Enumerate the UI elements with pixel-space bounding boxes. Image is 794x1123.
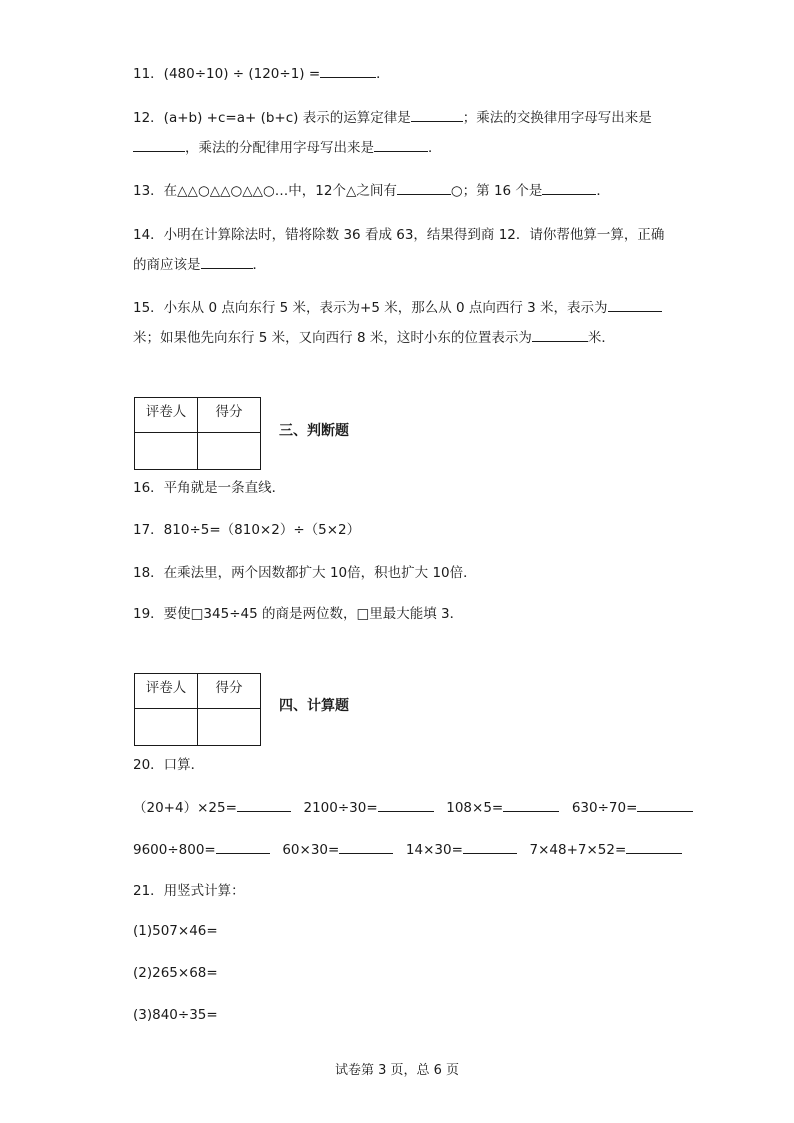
mental-math-row-1: （20+4）×25= 2100÷30= 108×5= 630÷70= [133, 798, 693, 818]
score-cell[interactable] [198, 709, 261, 746]
question-18: 18．在乘法里，两个因数都扩大 10倍，积也扩大 10倍． [133, 565, 477, 581]
grader-cell[interactable] [135, 433, 198, 470]
question-17: 17．810÷5=（810×2）÷（5×2） [133, 522, 361, 538]
answer-blank[interactable] [374, 138, 428, 152]
question-12-line-2: ，乘法的分配律用字母写出来是 ． [133, 138, 442, 158]
question-21-label: 21．用竖式计算： [133, 883, 245, 899]
grader-cell[interactable] [135, 709, 198, 746]
answer-blank[interactable] [542, 181, 596, 195]
answer-blank[interactable] [411, 108, 463, 122]
question-12-line-1: 12．(a+b) +c=a+ (b+c) 表示的运算定律是 ；乘法的交换律用字母写出来是 [133, 110, 652, 126]
question-14-line-2: 的商应该是 ． [133, 257, 266, 273]
score-table-section-4 [134, 673, 261, 746]
question-13: 13．在△△○△△○△△○…中，12个△之间有 ○；第 16 个是 ． [133, 183, 610, 199]
answer-blank[interactable] [201, 255, 253, 269]
mental-math-row-2: 9600÷800= 60×30= 14×30= 7×48+7×52= [133, 840, 682, 860]
grader-header: 评卷人 [135, 674, 198, 709]
answer-blank[interactable] [463, 840, 517, 854]
answer-blank[interactable] [503, 798, 559, 812]
score-cell[interactable] [198, 433, 261, 470]
answer-blank[interactable] [626, 840, 682, 854]
question-20-label: 20．口算． [133, 757, 205, 773]
question-11-text: 11．(480÷10) ÷ (120÷1) = [133, 66, 321, 82]
question-16: 16．平角就是一条直线． [133, 480, 286, 496]
question-15-line-1: 15．小东从 0 点向东行 5 米，表示为+5 米，那么从 0 点向西行 3 米，表示为 [133, 298, 662, 318]
page-footer: 试卷第 3 页，总 6 页 [334, 1063, 460, 1078]
answer-blank[interactable] [237, 798, 291, 812]
answer-blank[interactable] [397, 181, 451, 195]
question-19: 19．要使□345÷45 的商是两位数，□里最大能填 3． [133, 606, 464, 622]
answer-blank[interactable] [608, 298, 662, 312]
question-21-item-2: (2)265×68= [133, 965, 218, 981]
score-header: 得分 [198, 674, 261, 709]
score-header: 得分 [198, 398, 261, 433]
answer-blank[interactable] [532, 328, 588, 342]
answer-blank[interactable] [320, 64, 376, 78]
section-4-title: 四、计算题 [279, 698, 349, 714]
answer-blank[interactable] [637, 798, 693, 812]
answer-blank[interactable] [339, 840, 393, 854]
answer-blank[interactable] [216, 840, 270, 854]
answer-blank[interactable] [133, 138, 185, 152]
question-14-line-1: 14．小明在计算除法时，错将除数 36 看成 63，结果得到商 12．请你帮他算一算，正确 [133, 227, 665, 243]
section-3-title: 三、判断题 [279, 423, 349, 439]
score-table-section-3 [134, 397, 261, 470]
grader-header: 评卷人 [135, 398, 198, 433]
question-21-item-1: (1)507×46= [133, 923, 218, 939]
answer-blank[interactable] [378, 798, 434, 812]
question-15-line-2: 米；如果他先向东行 5 米，又向西行 8 米，这时小东的位置表示为 米． [133, 330, 615, 346]
question-21-item-3: (3)840÷35= [133, 1007, 218, 1023]
question-11: 11．(480÷10) ÷ (120÷1) = ． [133, 66, 390, 82]
